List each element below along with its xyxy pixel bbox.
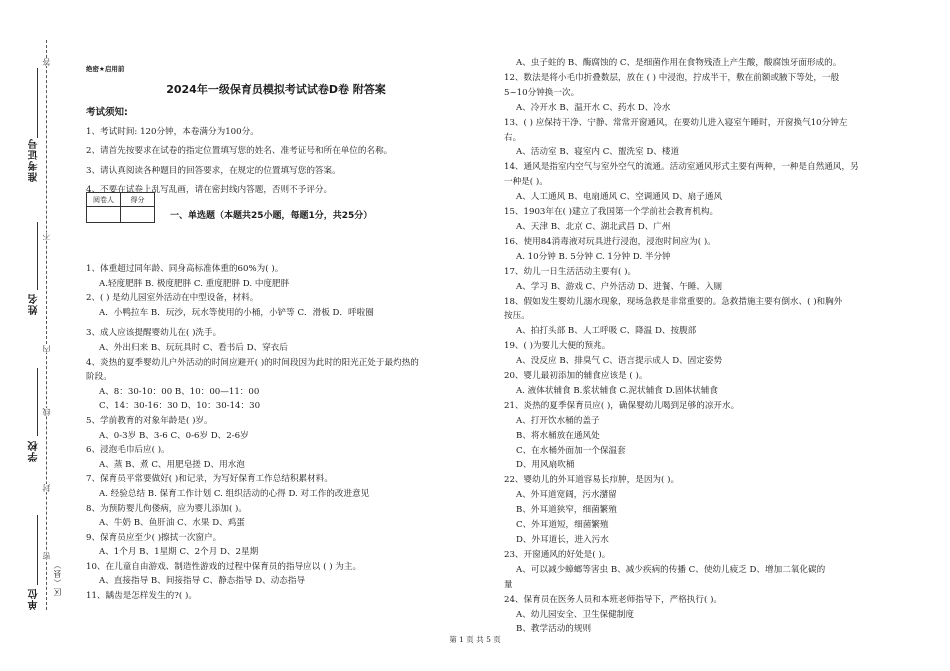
question-text: 17、幼儿一日生活活动主要有( )。 <box>504 266 637 277</box>
question-text: 一种是( )。 <box>504 177 548 188</box>
question-text: 3、成人应该提醒婴幼儿在( )洗手。 <box>86 328 222 339</box>
question-options: A.轻度肥胖 B. 极度肥胖 C. 重度肥胖 D. 中度肥胖 <box>99 278 290 289</box>
question-text: 5~10分钟换一次。 <box>504 87 580 98</box>
score-box-grader-label: 阅卷人 <box>87 193 121 207</box>
question-options: A、虫子蛀的 B、酶腐蚀的 C、是细菌作用在食物残渣上产生酸，酸腐蚀牙面形成的。 <box>516 58 842 68</box>
question-text: 23、开窗通风的好处是( )。 <box>504 549 611 560</box>
cut-mark: 密 <box>42 552 51 560</box>
notice-item: 2、请首先按要求在试卷的指定位置填写您的姓名、准考证号和所在单位的名称。 <box>86 146 393 157</box>
question-options: B、将水桶放在通风处 <box>516 430 600 441</box>
question-text: 10、在儿童自由游戏、制造性游戏的过程中保育员的指导应以 ( ) 为主。 <box>86 561 362 572</box>
question-text: 22、婴幼儿的外耳道容易长疖肿，是因为( )。 <box>504 475 680 486</box>
question-options: A、蒸 B、煮 C、用肥皂搓 D、用水泡 <box>99 459 245 470</box>
question-text: 9、保育员应至少( )擦拭一次窗户。 <box>86 532 222 543</box>
notice-item: 1、考试时间: 120分钟，本卷满分为100分。 <box>86 126 259 137</box>
notice-heading: 考试须知: <box>86 106 128 118</box>
question-text: 1、体重超过同年龄、同身高标准体重的60%为( )。 <box>86 264 284 274</box>
question-text: 6、浸泡毛巾后应( )。 <box>86 445 170 456</box>
question-text: 16、使用84消毒液对玩具进行浸泡，浸泡时间应为( )。 <box>504 236 716 247</box>
question-options: A、人工通风 B、电扇通风 C、空调通风 D、扇子通风 <box>516 192 723 203</box>
question-text: 2、( ) 是幼儿园室外活动在中型设备，材料。 <box>86 293 259 304</box>
binding-label-unit: 单位 <box>29 588 40 610</box>
cut-mark: 内 <box>42 345 51 353</box>
question-text: 按压。 <box>504 311 530 322</box>
question-text: 右。 <box>504 132 522 143</box>
cut-mark: 线 <box>42 408 51 416</box>
question-options: A．小鸭拉车 B．玩沙，玩水等使用的小桶，小铲等 C．滑板 D．呼啦圈 <box>99 307 374 318</box>
question-text: 13、( ) 应保持干净、宁静、常常开窗通风，在要幼儿进入寝室午睡时，开窗换气10分钟左 <box>504 117 848 128</box>
left-column-header <box>86 62 486 203</box>
question-text: 量 <box>504 579 513 590</box>
question-options: C、14：30-16：30 D、10：30-14：30 <box>99 401 261 412</box>
question-options: A. 液体状辅食 B.浆状辅食 C.泥状辅食 D.固体状辅食 <box>516 385 718 396</box>
question-options: A、打开饮水桶的盖子 <box>516 415 600 426</box>
question-options: A、1个月 B、1星期 C、2个月 D、2星期 <box>99 547 259 558</box>
question-options: A. 经验总结 B. 保育工作计划 C. 组织活动的心得 D. 对工作的改进意见 <box>99 488 370 499</box>
cut-mark: 答 <box>42 58 51 66</box>
question-text: 19、( )为要儿大便的预兆。 <box>504 341 611 352</box>
question-text: 11、龋齿是怎样发生的?( )。 <box>86 591 197 602</box>
question-text: 24、保育员在医务人员和本班老师指导下，严格执行( )。 <box>504 594 723 605</box>
question-options: C、外耳道短，细菌繁殖 <box>516 520 609 531</box>
page-footer: 第 1 页 共 5 页 <box>449 635 501 644</box>
question-options: A、可以减少蟑螂等害虫 B、减少疾病的传播 C、使幼儿疲乏 D、增加二氧化碳的 <box>516 564 826 575</box>
unit-field[interactable] <box>37 515 38 585</box>
question-text: 14、通风是指室内空气与室外空气的流通。活动室通风形式主要有两种，一种是自然通风，另 <box>504 162 859 173</box>
name-field[interactable] <box>37 222 38 290</box>
binding-strip <box>0 0 75 671</box>
question-text: 15、1903年在( )建立了我国第一个学前社会教育机构。 <box>504 207 719 218</box>
question-options: A、0-3岁 B、3-6 C、0-6岁 D、2-6岁 <box>99 430 249 441</box>
question-options: B、教学活动的规则 <box>516 624 592 635</box>
question-options: A、直接指导 B、间接指导 C、静态指导 D、动态指导 <box>99 576 306 587</box>
question-options: A、活动室 B、寝室内 C、盥洗室 D、楼道 <box>516 147 680 158</box>
question-text: 阶段。 <box>86 372 112 383</box>
cut-mark: 不 <box>42 232 51 240</box>
exam-number-field[interactable] <box>37 68 38 138</box>
question-options: A、牛奶 B、鱼肝油 C、水果 D、鸡蛋 <box>99 518 245 529</box>
question-options: D、用风扇吹桶 <box>516 460 575 471</box>
exam-title: 2024年一级保育员模拟考试试卷D卷 附答案 <box>166 82 386 96</box>
secret-label: 绝密★启用前 <box>86 65 125 73</box>
question-text: 5、学前教育的对象年龄是( )岁。 <box>86 415 213 426</box>
question-options: A、冷开水 B、温开水 C、药水 D、冷水 <box>516 102 671 113</box>
question-text: 18、假如发生婴幼儿溺水现象，现场急救是非常重要的。急救措施主要有倒水、( )和胸外 <box>504 296 843 307</box>
score-box <box>86 192 155 223</box>
left-question-list <box>86 262 419 604</box>
question-options: D、外耳道长，进入污水 <box>516 535 609 545</box>
question-text: 8、为预防婴儿佝偻病，应为婴儿添加( )。 <box>86 503 247 514</box>
binding-label-name: 姓名 <box>29 293 40 315</box>
notice-item: 3、请认真阅读各种题目的回答要求，在规定的位置填写您的答案。 <box>86 165 341 176</box>
right-question-list <box>504 56 904 637</box>
section-title: 一、单选题（本题共25小题，每题1分，共25分） <box>170 211 373 221</box>
notice-item: 4、不要在试卷上乱写乱画，请在密封线内答题，否则不予评分。 <box>86 185 333 196</box>
question-options: A、幼儿园安全、卫生保健制度 <box>516 609 634 620</box>
question-text: 7、保育员平常要做好( )和记录，为写好保育工作总结积累材料。 <box>86 474 333 485</box>
question-options: C、在水桶外面加一个保温套 <box>516 445 626 456</box>
seal-line <box>46 40 47 610</box>
question-options: A、外出归来 B、玩玩具时 C、看书后 D、穿衣后 <box>99 342 288 353</box>
binding-label-school: 学校 <box>29 440 40 462</box>
question-options: B、外耳道狭窄，细菌繁殖 <box>516 505 617 516</box>
binding-label-exam-number: 准考证号 <box>29 138 40 182</box>
binding-label-district: 区（县） <box>53 560 62 596</box>
question-options: A、没反应 B、排臭气 C、语言提示成人 D、固定姿势 <box>516 356 723 367</box>
question-options: A、8：30-10：00 B、10：00—11：00 <box>99 386 260 397</box>
question-text: 4、炎热的夏季婴幼儿户外活动的时间应避开( )的时间段因为此时的阳光正处于最灼热的 <box>86 357 419 368</box>
question-text: 12、数法是将小毛巾折叠数层，放在 ( ) 中浸泡，拧成半干，敷在前额或腋下等处，一般 <box>504 72 840 83</box>
question-text: 20、婴儿最初添加的辅食应该是 ( )。 <box>504 371 648 382</box>
score-box-score-label: 得分 <box>121 193 155 207</box>
question-options: A、学习 B、游戏 C、户外活动 D、进餐、午睡、入厕 <box>516 281 723 292</box>
score-box-score-cell[interactable] <box>121 207 155 223</box>
question-options: A、天津 B、北京 C、湖北武昌 D、广州 <box>516 221 671 232</box>
cut-mark: 封 <box>42 484 51 492</box>
question-options: A、拍打头部 B、人工呼吸 C、降温 D、按腹部 <box>516 326 697 337</box>
notice-list <box>86 125 486 198</box>
question-options: A. 10分钟 B. 5分钟 C. 1分钟 D. 半分钟 <box>516 251 671 262</box>
question-text: 21、炎热的夏季保育员应( )，确保婴幼儿喝到足够的凉开水。 <box>504 400 740 411</box>
score-box-grader-cell[interactable] <box>87 207 121 223</box>
school-field[interactable] <box>37 368 38 436</box>
question-options: A、外耳道宽阔，污水潴留 <box>516 490 617 501</box>
